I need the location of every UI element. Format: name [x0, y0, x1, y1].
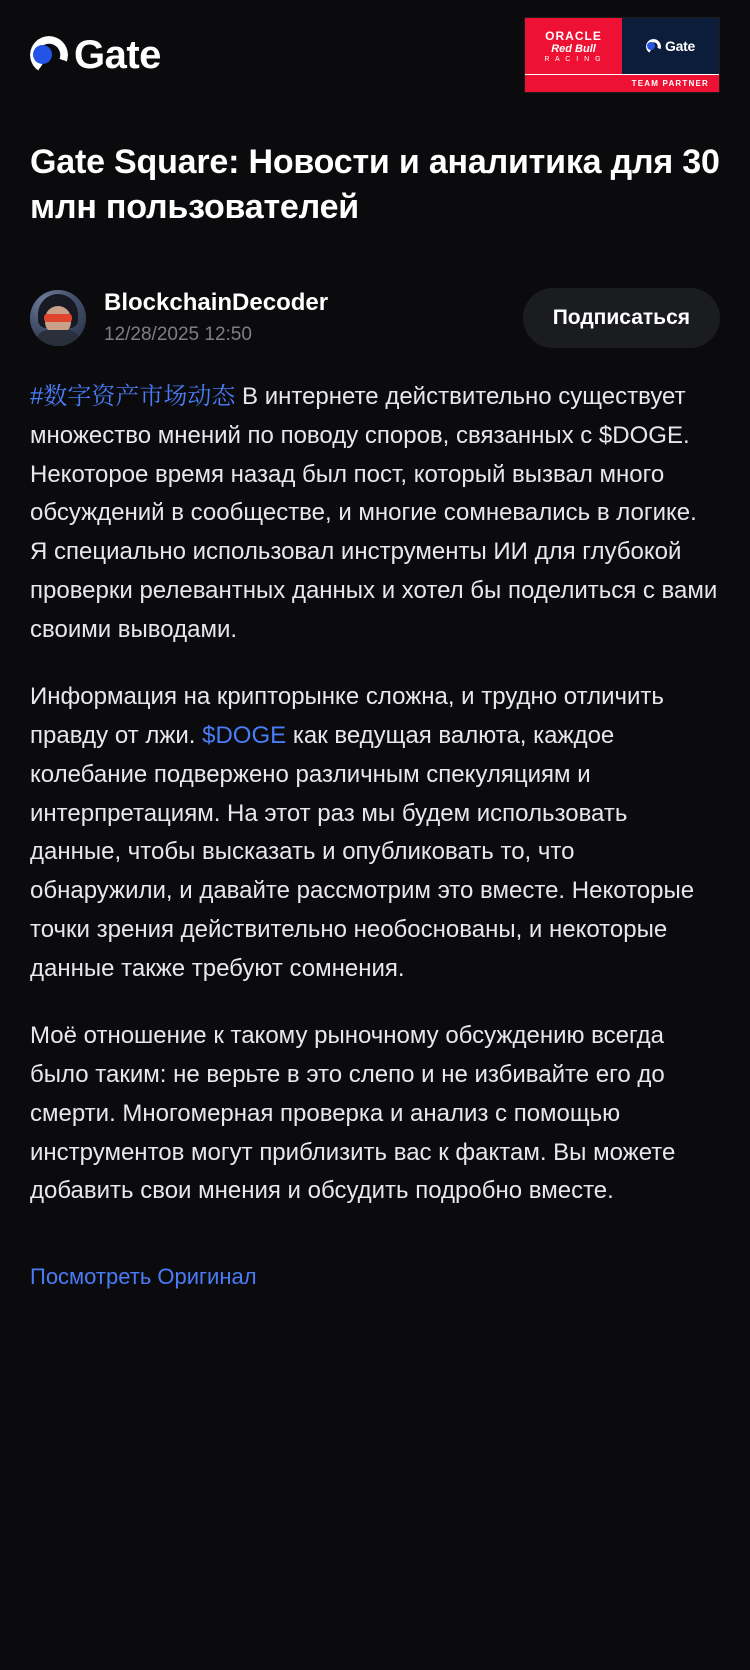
follow-button[interactable]: Подписаться — [523, 288, 720, 348]
post-paragraph-2-part1: Информация на крипторынке сложна, и трудно отличить правду от лжи. — [30, 682, 664, 749]
sponsor-banner[interactable] — [524, 17, 720, 93]
app-header — [30, 0, 720, 110]
page-title: Gate Square: Новости и аналитика для 30 млн пользователей — [30, 143, 720, 226]
brand-name: Gate — [74, 33, 161, 77]
red-bull-racing-block — [525, 18, 622, 74]
hashtag-link[interactable]: #数字资产市场动态 — [30, 382, 236, 410]
post-paragraph-2 — [30, 678, 720, 989]
sponsor-banner-top — [525, 18, 719, 74]
brand-logo[interactable] — [30, 35, 161, 75]
banner-gate-label: Gate — [665, 38, 695, 54]
banner-gate-block — [622, 18, 719, 74]
gate-logo-icon-small — [646, 39, 661, 54]
red-bull-label: Red Bull — [551, 42, 596, 55]
author-text — [104, 288, 328, 347]
view-original-link[interactable]: Посмотреть Оригинал — [30, 1264, 257, 1290]
avatar[interactable] — [30, 290, 86, 346]
author-info[interactable] — [30, 288, 328, 347]
team-partner-label: TEAM PARTNER — [525, 74, 719, 92]
post-paragraph-1-text: В интернете действительно существует множество мнений по поводу споров, связанных с $DOGE. Некоторое время назад был пост, который вызвал много обсуждений в сообществе, и многие сомневались в логике. Я специально использовал инструменты ИИ для глубокой проверки релевантных данных и хотел бы поделиться с вами своими выводами. — [30, 382, 718, 643]
oracle-label: ORACLE — [545, 29, 602, 44]
post-body — [30, 378, 720, 1297]
cashtag-link[interactable]: $DOGE — [202, 721, 287, 749]
post-paragraph-2-part2: как ведущая валюта, каждое колебание подвержено различным спекуляциям и интерпретациям. На этот раз мы будем использовать данные, чтобы высказать и опубликовать то, что обнаружили, и давайте рассмотрим это вместе. Некоторые точки зрения действительно необоснованы, и некоторые данные также требуют сомнения. — [30, 721, 695, 982]
gate-logo-icon — [30, 36, 68, 74]
author-name[interactable]: BlockchainDecoder — [104, 289, 329, 317]
post-paragraph-1 — [30, 378, 720, 650]
author-row — [30, 288, 720, 348]
racing-label: R A C I N G — [544, 55, 603, 63]
post-paragraph-3: Моё отношение к такому рыночному обсуждению всегда было таким: не верьте в это слепо и не избивайте его до смерти. Многомерная проверка и анализ с помощью инструментов могут приблизить вас к фактам. Вы можете добавить свои мнения и обсудить подробно вместе. — [30, 1021, 676, 1205]
post-timestamp: 12/28/2025 12:50 — [104, 324, 252, 346]
